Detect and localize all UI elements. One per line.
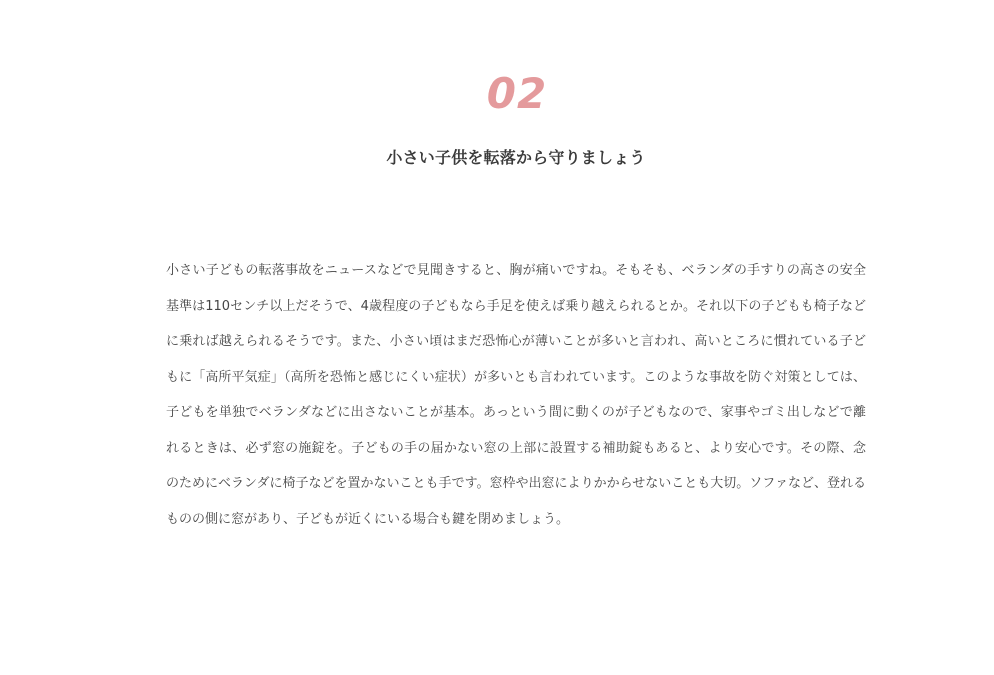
section-number: 02: [486, 69, 548, 118]
section-body-text: 小さい子どもの転落事故をニュースなどで見聞きすると、胸が痛いですね。そもそも、ベランダの手すりの高さの安全基準は110センチ以上だそうで、4歳程度の子どもなら手足を使えば乗り越えられるとか。それ以下の子どもも椅子などに乗れば越えられるそうです。また、小さい頃はまだ恐怖心が薄いことが多いと言われ、高いところに慣れている子どもに「高所平気症」（高所を恐怖と感じにくい症状）が多いとも言われています。このような事故を防ぐ対策としては、子どもを単独でベランダなどに出さないことが基本。あっという間に動くのが子どもなので、家事やゴミ出しなどで離れるときは、必ず窓の施錠を。子どもの手の届かない窓の上部に設置する補助錠もあると、より安心です。その際、念のためにベランダに椅子などを置かないことも手です。窓枠や出窓によりかからせないことも大切。ソファなど、登れるものの側に窓があり、子どもが近くにいる場合も鍵を閉めましょう。: [166, 263, 866, 527]
section-title: 小さい子供を転落から守りましょう: [386, 148, 646, 167]
